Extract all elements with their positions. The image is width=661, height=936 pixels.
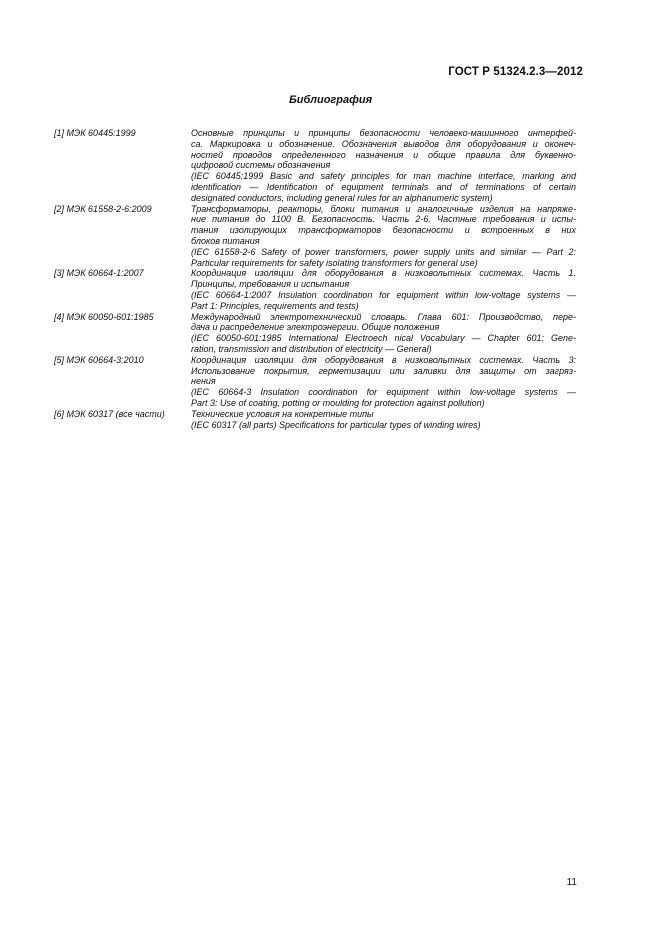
bibliography-text-line: тания изолирующих трансформаторов безопасности и встроенных в них (191, 225, 576, 236)
bibliography-entry (54, 409, 576, 431)
bibliography-entry (54, 312, 576, 355)
bibliography-text-line: Координация изоляции для оборудования в низковольтных системах. Часть 1. (191, 268, 576, 279)
bibliography-text-line: са. Маркировка и обозначение. Обозначения выводов для оборудования и оконеч- (191, 138, 576, 149)
bibliography-entry (54, 268, 576, 311)
bibliography-text-line: Технические условия на конкретные типы (191, 408, 374, 419)
bibliography-description (191, 409, 576, 431)
section-title: Библиография (288, 94, 373, 106)
bibliography-description (191, 355, 576, 409)
bibliography-text-line: Использование покрытия, герметизации или заливки для защиты от загряз- (191, 365, 576, 376)
bibliography-entry (54, 355, 576, 409)
bibliography-text-line: (IEC 60317 (all parts) Specifications for particular types of winding wires) (191, 419, 481, 430)
page-number: 11 (566, 877, 577, 888)
bibliography-text-line: identification — Identification of equipment terminals and of terminations of certain (191, 181, 576, 192)
bibliography-text-line: Part 1: Principles, requirements and tests) (191, 300, 359, 311)
bibliography-text-line: дача и распределение электроэнергии. Общие положения (191, 322, 440, 333)
bibliography-description (191, 128, 576, 204)
bibliography-text-line: Particular requirements for safety isolating transformers for general use) (191, 257, 478, 268)
bibliography-text-line: Трансформаторы, реакторы, блоки питания и аналогичные изделия на напряже- (191, 203, 576, 214)
bibliography-text-line: (IEC 61558-2-6 Safety of power transformers, power supply units and similar — Part 2: (191, 246, 576, 257)
bibliography-text-line: нения (191, 376, 216, 387)
bibliography-text-line: (IEC 60050-601:1985 International Electroech nical Vocabulary — Chapter 601: Gene- (191, 333, 576, 344)
bibliography-text-line: ration, transmission and distribution of electricity — General) (191, 343, 432, 354)
bibliography-text-line: блоков питания (191, 235, 260, 246)
bibliography-entry (54, 204, 576, 269)
bibliography-description (191, 268, 576, 311)
bibliography-text-line: designated conductors, including general rules for an alphanumeric system) (191, 192, 493, 203)
bibliography-list (54, 128, 576, 430)
bibliography-text-line: (IEC 60664-1:2007 Insulation coordination for equipment within low-voltage systems — (191, 289, 576, 300)
bibliography-text-line: Международный электротехнический словарь. Глава 601: Производство, пере- (191, 311, 576, 322)
bibliography-text-line: Принципы, требования и испытания (191, 279, 350, 290)
bibliography-reference: [2] МЭК 61558-2-6:2009 (54, 203, 152, 214)
document-number: ГОСТ Р 51324.2.3—2012 (448, 66, 583, 78)
bibliography-reference: [1] МЭК 60445:1999 (54, 128, 136, 138)
bibliography-text-line: цифровой системы обозначения (191, 160, 331, 171)
bibliography-text-line: Координация изоляции для оборудования в низковольтных системах. Часть 3: (191, 354, 576, 365)
bibliography-reference: [5] МЭК 60664-3:2010 (54, 354, 144, 365)
bibliography-text-line: (IEC 60664-3 Insulation coordination for equipment within low-voltage systems — (191, 387, 576, 398)
bibliography-text-line: (IEC 60445:1999 Basic and safety principles for man machine interface, marking and (191, 171, 576, 182)
bibliography-description (191, 312, 576, 355)
bibliography-text-line: Основные принципы и принципы безопасности человеко-машинного интерфей- (191, 128, 576, 138)
bibliography-text-line: ние питания до 1100 В. Безопасность. Часть 2-6. Частные требования и испы- (191, 214, 576, 225)
bibliography-text-line: ностей проводов определенного назначения и общие правила для буквенно- (191, 149, 576, 160)
bibliography-text-line: Part 3: Use of coating, potting or moulding for protection against pollution) (191, 397, 485, 408)
bibliography-reference: [3] МЭК 60664-1:2007 (54, 268, 144, 279)
bibliography-reference: [6] МЭК 60317 (все части) (54, 408, 165, 419)
bibliography-entry (54, 128, 576, 204)
bibliography-description (191, 204, 576, 269)
bibliography-reference: [4] МЭК 60050-601:1985 (54, 311, 154, 322)
